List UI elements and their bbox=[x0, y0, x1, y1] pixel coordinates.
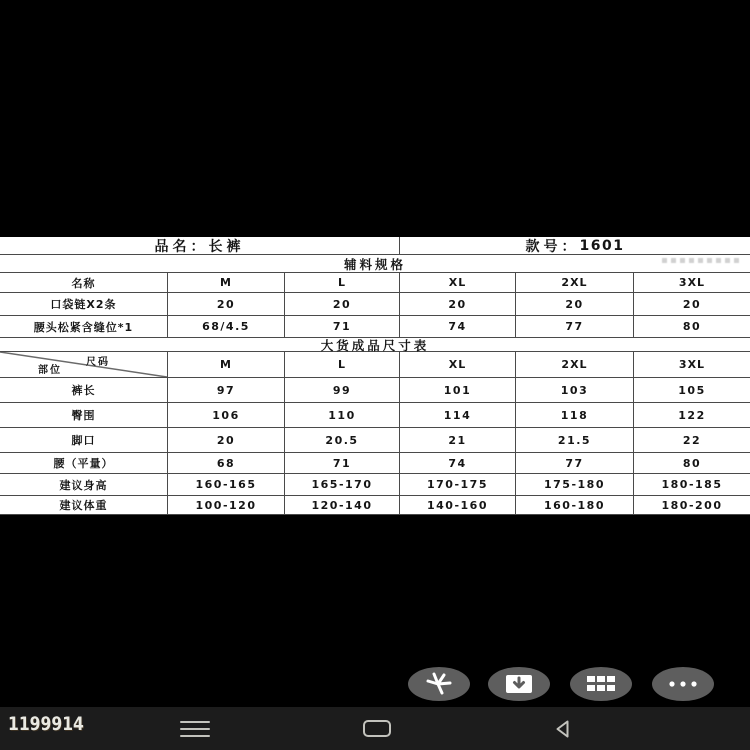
faint-watermark-smudge bbox=[662, 258, 740, 263]
style-number-cell bbox=[400, 237, 750, 255]
table-cell: 20.5 bbox=[285, 428, 400, 453]
table-cell: 68 bbox=[168, 453, 285, 474]
home-rect-shape bbox=[363, 720, 391, 737]
table-cell: 20 bbox=[285, 293, 400, 316]
size-header: 3XL bbox=[634, 352, 750, 378]
size-header: XL bbox=[400, 352, 516, 378]
row-label: 腰（平量） bbox=[0, 453, 168, 474]
size-header: L bbox=[285, 352, 400, 378]
recents-menu-icon[interactable] bbox=[165, 707, 225, 750]
home-icon[interactable] bbox=[347, 707, 407, 750]
row-label: 建议身高 bbox=[0, 474, 168, 496]
table-cell: 118 bbox=[516, 403, 634, 428]
product-label: 品名： bbox=[154, 238, 209, 255]
diagonal-header-part: 部位 bbox=[38, 365, 62, 376]
table-cell: 74 bbox=[400, 453, 516, 474]
table-cell: 140-160 bbox=[400, 496, 516, 515]
name-column-header: 名称 bbox=[0, 273, 168, 293]
more-options-icon bbox=[666, 679, 700, 689]
size-header: XL bbox=[400, 273, 516, 293]
table-cell: 120-140 bbox=[285, 496, 400, 515]
table-cell: 74 bbox=[400, 316, 516, 338]
size-header: 3XL bbox=[634, 273, 750, 293]
table-cell: 20 bbox=[400, 293, 516, 316]
app-grid-icon bbox=[585, 674, 617, 694]
row-label: 脚口 bbox=[0, 428, 168, 453]
android-nav-bar bbox=[0, 707, 750, 750]
table-cell: 77 bbox=[516, 453, 634, 474]
diagonal-header-cell bbox=[0, 352, 168, 378]
share-button[interactable] bbox=[408, 667, 470, 701]
back-icon[interactable] bbox=[533, 707, 593, 750]
table-cell: 170-175 bbox=[400, 474, 516, 496]
table-cell: 180-185 bbox=[634, 474, 750, 496]
table-cell: 160-165 bbox=[168, 474, 285, 496]
table-cell: 71 bbox=[285, 453, 400, 474]
table-cell: 122 bbox=[634, 403, 750, 428]
row-label: 口袋链X2条 bbox=[0, 293, 168, 316]
table-cell: 99 bbox=[285, 378, 400, 403]
download-icon bbox=[504, 672, 534, 696]
table-cell: 103 bbox=[516, 378, 634, 403]
table-cell: 97 bbox=[168, 378, 285, 403]
style-number: 1601 bbox=[579, 237, 625, 254]
more-button[interactable] bbox=[652, 667, 714, 701]
table-cell: 114 bbox=[400, 403, 516, 428]
table-cell: 20 bbox=[168, 428, 285, 453]
table-cell: 21.5 bbox=[516, 428, 634, 453]
watermark-number: 1199914 bbox=[8, 713, 84, 735]
table-cell: 105 bbox=[634, 378, 750, 403]
table-cell: 106 bbox=[168, 403, 285, 428]
table-cell: 71 bbox=[285, 316, 400, 338]
table-cell: 175-180 bbox=[516, 474, 634, 496]
table-cell: 165-170 bbox=[285, 474, 400, 496]
table-cell: 110 bbox=[285, 403, 400, 428]
table-cell: 160-180 bbox=[516, 496, 634, 515]
table-cell: 80 bbox=[634, 453, 750, 474]
table-cell: 21 bbox=[400, 428, 516, 453]
action-bar bbox=[0, 667, 750, 703]
spec-sheet-table bbox=[0, 237, 750, 515]
table-cell: 20 bbox=[516, 293, 634, 316]
size-header: 2XL bbox=[516, 352, 634, 378]
table-cell: 77 bbox=[516, 316, 634, 338]
download-button[interactable] bbox=[488, 667, 550, 701]
accessories-section-title: 辅料规格 bbox=[0, 255, 750, 273]
apps-button[interactable] bbox=[570, 667, 632, 701]
table-cell: 80 bbox=[634, 316, 750, 338]
row-label: 裤长 bbox=[0, 378, 168, 403]
table-cell: 101 bbox=[400, 378, 516, 403]
diagonal-header-size: 尺码 bbox=[86, 357, 110, 368]
size-header: M bbox=[168, 352, 285, 378]
table-cell: 100-120 bbox=[168, 496, 285, 515]
table-cell: 20 bbox=[168, 293, 285, 316]
product-name-cell bbox=[0, 237, 400, 255]
size-section-title: 大货成品尺寸表 bbox=[0, 338, 750, 352]
row-label: 腰头松紧含缝位*1 bbox=[0, 316, 168, 338]
table-cell: 20 bbox=[634, 293, 750, 316]
product-name: 长裤 bbox=[208, 238, 245, 255]
size-header: M bbox=[168, 273, 285, 293]
table-cell: 68/4.5 bbox=[168, 316, 285, 338]
row-label: 臀围 bbox=[0, 403, 168, 428]
menu-lines bbox=[180, 721, 210, 737]
spark-share-icon bbox=[425, 671, 453, 697]
diagonal-line bbox=[0, 352, 167, 377]
row-label: 建议体重 bbox=[0, 496, 168, 515]
size-header: 2XL bbox=[516, 273, 634, 293]
size-header: L bbox=[285, 273, 400, 293]
table-cell: 180-200 bbox=[634, 496, 750, 515]
style-label: 款号： bbox=[525, 238, 580, 255]
table-cell: 22 bbox=[634, 428, 750, 453]
